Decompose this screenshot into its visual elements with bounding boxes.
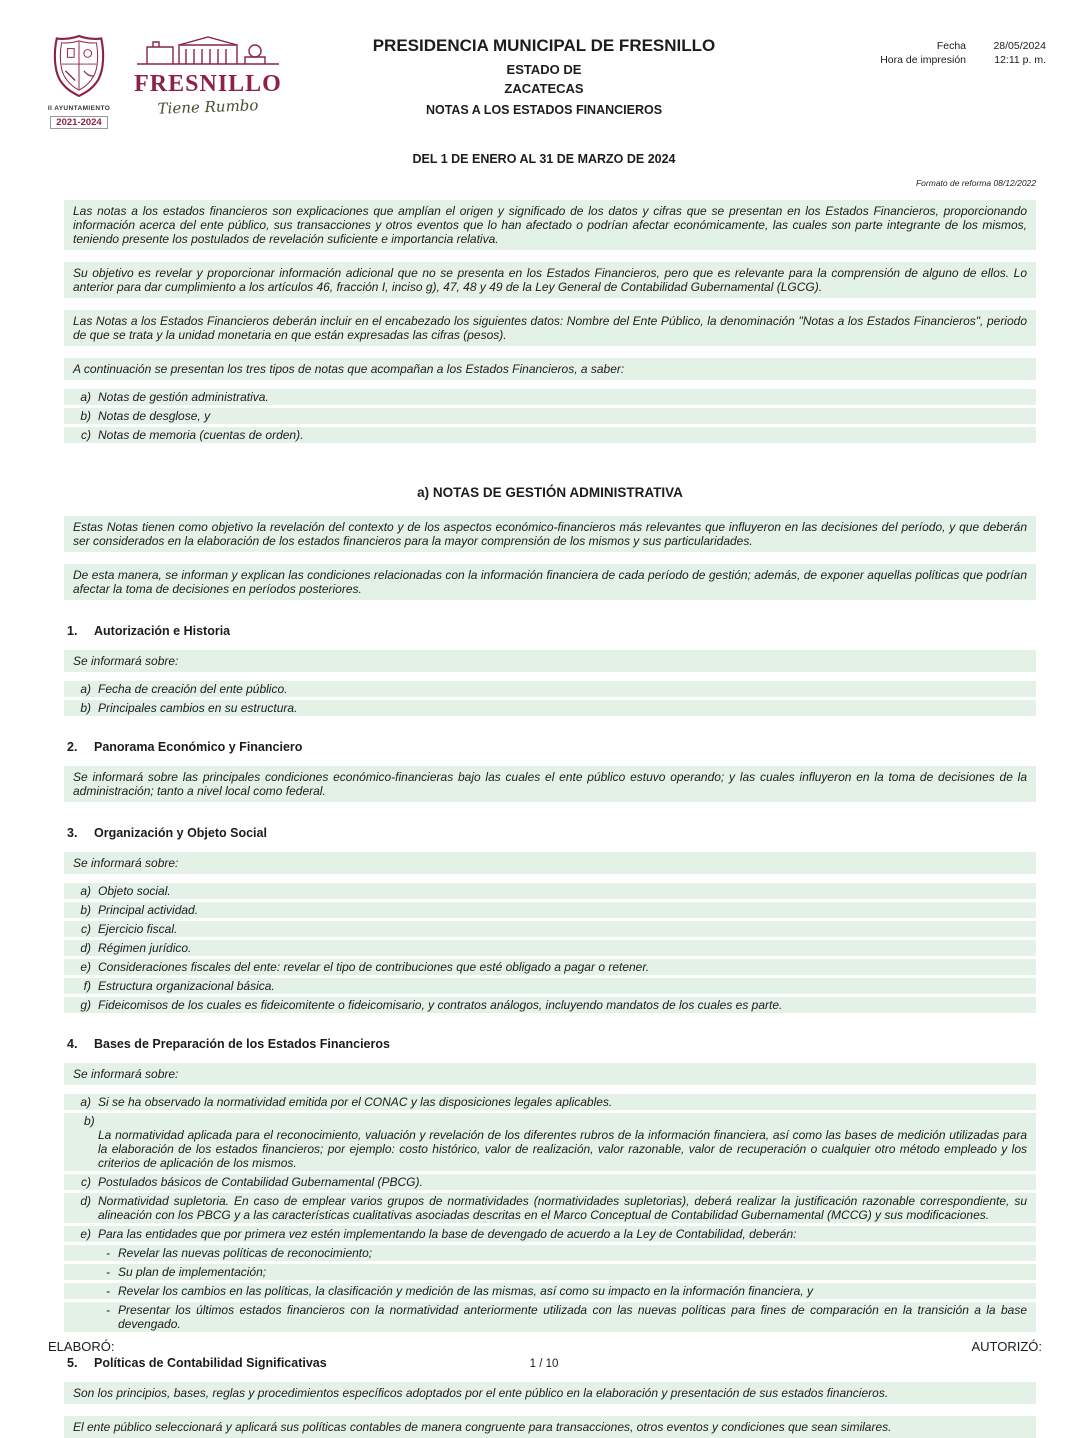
print-meta xyxy=(880,40,1046,66)
section-number: 5. xyxy=(67,1356,78,1370)
section-intro: Se informará sobre: xyxy=(64,1063,1036,1085)
intro-paragraph: Su objetivo es revelar y proporcionar información adicional que no se presenta en los Estados Financieros, pero que es relevante para la comprensión de alguno de ellos. Lo anterior para dar cumplimiento a los artículos 46, fracción I, inciso g), 47, 48 y 49 de la Ley General de Contabilidad Gubernamental (LGCG). xyxy=(64,262,1036,298)
list-item-letter: b) xyxy=(80,701,91,715)
list-item xyxy=(64,700,1036,716)
report-period: DEL 1 DE ENERO AL 31 DE MARZO DE 2024 xyxy=(412,152,676,166)
section-title: Panorama Económico y Financiero xyxy=(94,740,303,754)
section-number: 2. xyxy=(67,740,78,754)
list-item-text: Ejercicio fiscal. xyxy=(98,922,178,936)
section-number: 4. xyxy=(67,1037,78,1051)
list-item-letter: a) xyxy=(80,390,91,404)
section-heading xyxy=(64,740,1036,754)
coat-caption: II AYUNTAMIENTO xyxy=(47,105,111,112)
sub-list-item xyxy=(64,1283,1036,1299)
list-item-text: Fideicomisos de los cuales es fideicomitente o fideicomisario, y contratos análogos, incluyendo mandatos de los cuales es parte. xyxy=(98,998,783,1012)
state-line-2: ZACATECAS xyxy=(504,81,584,96)
section-title: Organización y Objeto Social xyxy=(94,826,267,840)
list-item xyxy=(64,427,1036,443)
section-item-list xyxy=(64,681,1036,716)
elaboro-label: ELABORÓ: xyxy=(48,1339,115,1354)
list-item-text: Notas de desglose, y xyxy=(98,409,211,423)
date-label: Fecha xyxy=(936,40,966,52)
list-item-text: Notas de gestión administrativa. xyxy=(98,390,269,404)
section-intro: Se informará sobre: xyxy=(64,852,1036,874)
section-organization-object xyxy=(64,826,1036,1013)
list-item-text: Postulados básicos de Contabilidad Gubernamental (PBCG). xyxy=(98,1175,423,1189)
list-item-letter: b) xyxy=(84,1114,95,1128)
section-item-list xyxy=(64,1094,1036,1332)
list-item-letter: e) xyxy=(80,1227,91,1241)
section-title: Políticas de Contabilidad Significativas xyxy=(94,1356,327,1370)
list-item-text: Principal actividad. xyxy=(98,903,199,917)
page-title: PRESIDENCIA MUNICIPAL DE FRESNILLO xyxy=(372,36,716,55)
sub-list-item xyxy=(64,1302,1036,1332)
list-item xyxy=(64,902,1036,918)
sub-list-item-text: Revelar las nuevas políticas de reconocimiento; xyxy=(118,1246,373,1260)
list-item-letter: a) xyxy=(80,1095,91,1109)
reform-note: Formato de reforma 08/12/2022 xyxy=(915,178,1036,188)
section-intro: Se informará sobre: xyxy=(64,650,1036,672)
document-title: NOTAS A LOS ESTADOS FINANCIEROS xyxy=(425,103,663,117)
list-item xyxy=(64,408,1036,424)
admin-notes-heading: a) NOTAS DE GESTIÓN ADMINISTRATIVA xyxy=(417,485,683,500)
state-line-1: ESTADO DE xyxy=(506,62,582,77)
section-number: 1. xyxy=(67,624,78,638)
brand-wordmark: FRESNILLO xyxy=(134,71,282,97)
section-paragraph: El ente público seleccionará y aplicará sus políticas contables de manera congruente para transacciones, otros eventos y condiciones que sean similares. xyxy=(64,1416,1036,1438)
list-item-letter: b) xyxy=(80,409,91,423)
page-number: 1 / 10 xyxy=(529,1358,559,1370)
print-time-value: 12:11 p. m. xyxy=(994,54,1046,66)
list-item xyxy=(64,1226,1036,1242)
list-item-letter: e) xyxy=(80,960,91,974)
list-item xyxy=(64,883,1036,899)
list-item-letter: a) xyxy=(80,884,91,898)
document-body xyxy=(0,178,1088,1438)
sub-list-item-text: Su plan de implementación; xyxy=(118,1265,267,1279)
list-item xyxy=(64,997,1036,1013)
list-item xyxy=(64,1193,1036,1223)
list-item-text: Régimen jurídico. xyxy=(98,941,192,955)
section-paragraph: Se informará sobre las principales condiciones económico-financieras bajo las cuales el ente público estuvo operando; y las cuales influyeron en la toma de decisiones de la administración; tanto a nivel local como federal. xyxy=(64,766,1036,802)
intro-paragraph: A continuación se presentan los tres tipos de notas que acompañan a los Estados Financieros, a saber: xyxy=(64,358,1036,380)
list-item xyxy=(64,681,1036,697)
document-header xyxy=(0,0,1088,128)
list-item-text: Principales cambios en su estructura. xyxy=(98,701,298,715)
list-item xyxy=(64,921,1036,937)
section-item-list xyxy=(64,883,1036,1013)
sub-list-item-text: Revelar los cambios en las políticas, la clasificación y medición de las mismas, así como su impacto en la información financiera, y xyxy=(118,1284,813,1298)
section-heading xyxy=(64,624,1036,638)
admin-paragraph: Estas Notas tienen como objetivo la revelación del contexto y de los aspectos económico-financieros más relevantes que influyeron en las decisiones del período, y que deberán ser considerados en la elaboración de los estados financieros para la mayor comprensión de los mismos y sus particularidades. xyxy=(64,516,1036,552)
list-item-letter: c) xyxy=(81,922,91,936)
list-item xyxy=(64,1113,1036,1171)
section-paragraph: Son los principios, bases, reglas y procedimientos específicos adoptados por el ente público en la elaboración y presentación de sus estados financieros. xyxy=(64,1382,1036,1404)
list-item-letter: d) xyxy=(80,1194,91,1208)
section-title: Autorización e Historia xyxy=(94,624,231,638)
brand-slogan: Tiene Rumbo xyxy=(157,96,259,118)
list-item xyxy=(64,1094,1036,1110)
section-number: 3. xyxy=(67,826,78,840)
list-item-text: Si se ha observado la normatividad emitida por el CONAC y las disposiciones legales aplicables. xyxy=(98,1095,613,1109)
list-item-letter: d) xyxy=(80,941,91,955)
list-item xyxy=(64,389,1036,405)
list-item-letter: a) xyxy=(80,682,91,696)
sub-list-item xyxy=(64,1264,1036,1280)
list-item-text: Objeto social. xyxy=(98,884,171,898)
list-item-text: Para las entidades que por primera vez estén implementando la base de devengado de acuerdo a la Ley de Contabilidad, deberán: xyxy=(98,1227,797,1241)
list-item-letter: c) xyxy=(81,428,91,442)
list-item xyxy=(64,1174,1036,1190)
list-item-text: Estructura organizacional básica. xyxy=(98,979,275,993)
list-item-letter: b) xyxy=(80,903,91,917)
print-time-label: Hora de impresión xyxy=(880,54,966,66)
sub-list-item-dash: - xyxy=(106,1265,110,1279)
sub-list-item-dash: - xyxy=(106,1303,110,1317)
list-item-letter: g) xyxy=(80,998,91,1012)
list-item xyxy=(64,940,1036,956)
sub-list-item xyxy=(64,1245,1036,1261)
sub-list-item-dash: - xyxy=(106,1246,110,1260)
list-item xyxy=(64,959,1036,975)
list-item-text: Fecha de creación del ente público. xyxy=(98,682,288,696)
list-item-text: Consideraciones fiscales del ente: revelar el tipo de contribuciones que esté obligado a pagar o retener. xyxy=(98,960,650,974)
section-title: Bases de Preparación de los Estados Financieros xyxy=(94,1037,390,1051)
sub-list-item-text: Presentar los últimos estados financieros con la normatividad anteriormente utilizada con las nuevas políticas para fines de comparación en la transición a la base devengado. xyxy=(118,1303,1027,1331)
list-item xyxy=(64,978,1036,994)
section-heading xyxy=(64,1037,1036,1051)
intro-note-types-list xyxy=(64,389,1036,443)
date-value: 28/05/2024 xyxy=(993,40,1046,52)
section-economic-panorama xyxy=(64,740,1036,802)
sub-list-item-dash: - xyxy=(106,1284,110,1298)
autorizo-label: AUTORIZÓ: xyxy=(971,1339,1042,1354)
list-item-letter: f) xyxy=(83,979,91,993)
section-heading xyxy=(64,826,1036,840)
section-authorization-history xyxy=(64,624,1036,716)
list-item-text: Notas de memoria (cuentas de orden). xyxy=(98,428,304,442)
admin-paragraph: De esta manera, se informan y explican las condiciones relacionadas con la información financiera de cada período de gestión; además, de exponer aquellas políticas que podrían afectar la toma de decisiones en períodos posteriores. xyxy=(64,564,1036,600)
section-preparation-bases xyxy=(64,1037,1036,1332)
list-item-letter: c) xyxy=(81,1175,91,1189)
coat-years: 2021-2024 xyxy=(50,116,107,129)
intro-paragraph: Las notas a los estados financieros son explicaciones que amplían el origen y significado de los datos y cifras que se presentan en los Estados Financieros, proporcionando información acerca del ente público, sus transacciones y otros eventos que lo han afectado o podrían afectar económicamente, las cuales son parte integrante de los mismos, teniendo presente los postulados de revelación suficiente e importancia relativa. xyxy=(64,200,1036,250)
intro-paragraph: Las Notas a los Estados Financieros deberán incluir en el encabezado los siguientes datos: Nombre del Ente Público, la denominación "Notas a los Estados Financieros", periodo de que se trata y la unidad monetaria en que están expresadas las cifras (pesos). xyxy=(64,310,1036,346)
list-item-text: Normatividad supletoria. En caso de emplear varios grupos de normatividades (normatividades supletorias), deberá realizar la justificación razonable correspondiente, su alineación con los PBCG y a las características cualitativas asociadas descritas en el Marco Conceptual de Contabilidad Gubernamental (MCCG) y sus modificaciones. xyxy=(98,1194,1027,1222)
list-item-text: La normatividad aplicada para el reconocimiento, valuación y revelación de los diferentes rubros de la información financiera, así como las bases de medición utilizadas para la elaboración de los estados financieros; por ejemplo: costo histórico, valor de realización, valor razonable, valor de recuperación o cualquier otro método empleado y los criterios de aplicación de los mismos. xyxy=(98,1128,1027,1170)
